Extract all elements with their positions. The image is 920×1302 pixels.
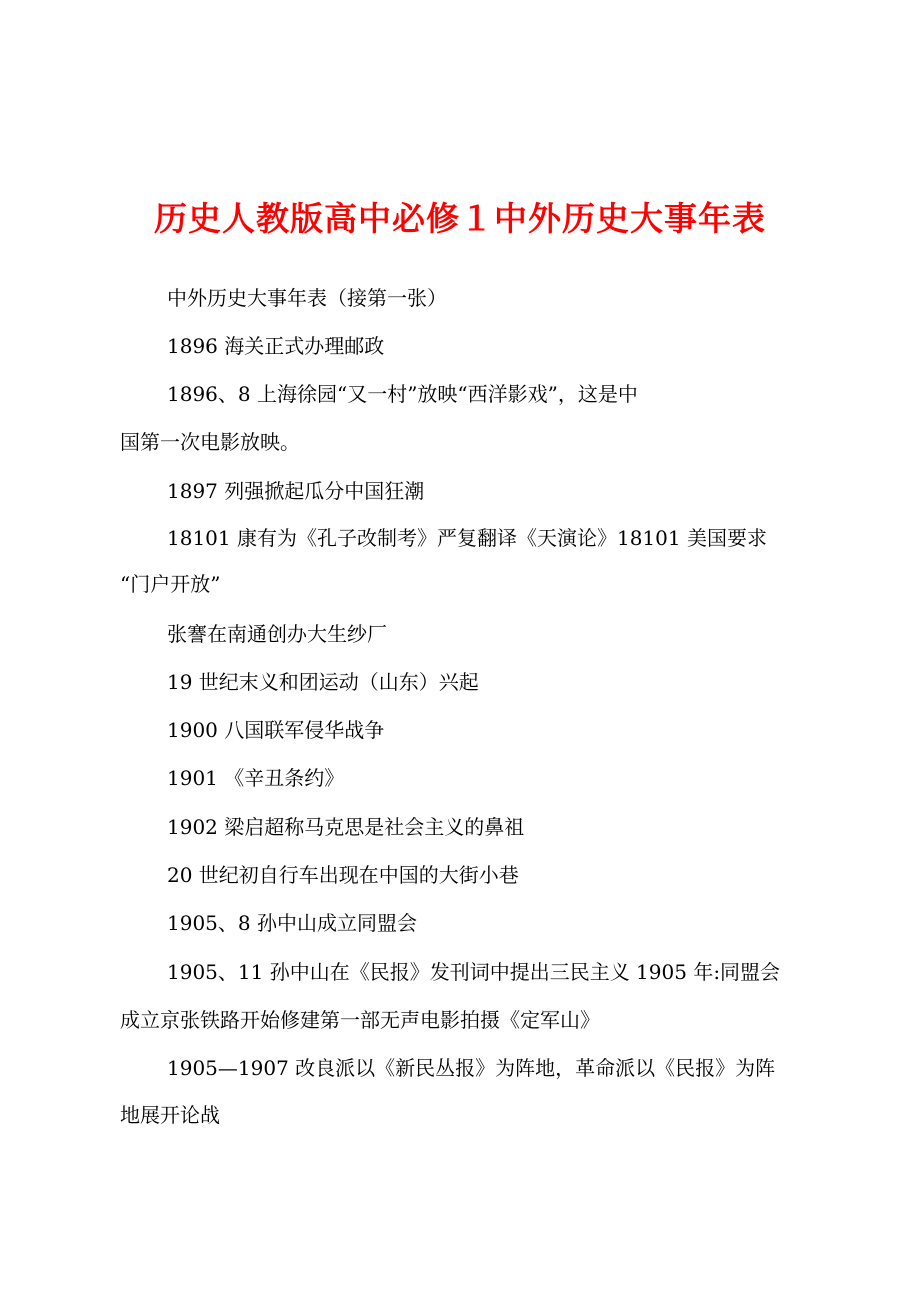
text-line: 地展开论战	[120, 1103, 220, 1127]
text-line: 1902 梁启超称马克思是社会主义的鼻祖	[167, 815, 525, 839]
text-line: 中外历史大事年表（接第一张）	[167, 286, 447, 310]
text-line: 1905、11 孙中山在《民报》发刊词中提出三民主义 1905 年:同盟会	[167, 960, 781, 984]
text-line: 成立京张铁路开始修建第一部无声电影拍摄《定军山》	[120, 1008, 600, 1032]
text-line: 1901 《辛丑条约》	[167, 766, 345, 790]
document-title: 历史人教版高中必修１中外历史大事年表	[154, 199, 766, 238]
text-line: 1896 海关正式办理邮政	[167, 334, 385, 358]
text-line: 国第一次电影放映。	[120, 430, 300, 454]
text-line: 1900 八国联军侵华战争	[167, 718, 385, 742]
text-line: 张謇在南通创办大生纱厂	[167, 622, 387, 646]
text-line: “门户开放”	[120, 572, 221, 596]
text-line: 18101 康有为《孔子改制考》严复翻译《天演论》18101 美国要求	[167, 526, 767, 550]
text-line: 1896、8 上海徐园“又一村”放映“西洋影戏”，这是中	[167, 382, 638, 406]
text-line: 1905、8 孙中山成立同盟会	[167, 911, 417, 935]
text-line: 19 世纪末义和团运动（山东）兴起	[167, 670, 479, 694]
text-line: 20 世纪初自行车出现在中国的大街小巷	[167, 863, 519, 887]
text-line: 1897 列强掀起瓜分中国狂潮	[167, 479, 425, 503]
text-line: 1905—1907 改良派以《新民丛报》为阵地，革命派以《民报》为阵	[167, 1056, 776, 1080]
